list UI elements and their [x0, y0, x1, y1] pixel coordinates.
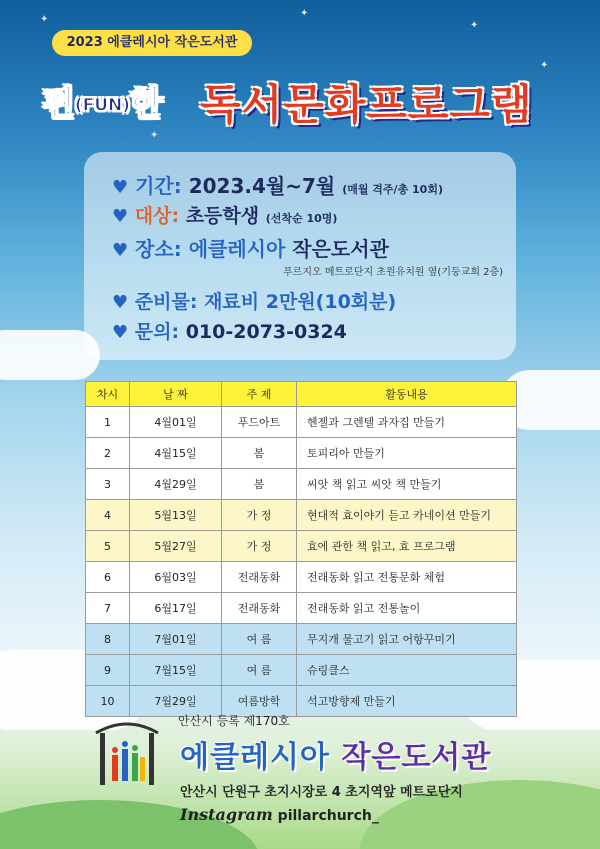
- heart-icon: ♥: [112, 240, 129, 261]
- table-row: [86, 624, 517, 655]
- table-row: [86, 469, 517, 500]
- title-fun: [42, 76, 163, 125]
- cell-activity: 토피리아 만들기: [297, 438, 517, 469]
- cell-theme: 전래동화: [222, 562, 297, 593]
- contact-value: 010-2073-0324: [185, 321, 347, 343]
- target-note: (선착순 10명): [265, 212, 338, 225]
- cell-theme: 전래동화: [222, 593, 297, 624]
- heart-icon: ♥: [112, 206, 129, 227]
- heart-icon: ♥: [112, 322, 129, 343]
- table-row: [86, 686, 517, 717]
- table-row: [86, 593, 517, 624]
- cell-theme: 가 정: [222, 500, 297, 531]
- cell-activity: 무지개 물고기 읽고 어항꾸미기: [297, 624, 517, 655]
- sparkle-icon: ✦: [470, 20, 479, 31]
- cell-session: 7: [86, 593, 130, 624]
- table-row: [86, 531, 517, 562]
- header-date: 날 짜: [130, 382, 222, 407]
- cell-date: 6월03일: [130, 562, 222, 593]
- cell-date: 5월13일: [130, 500, 222, 531]
- supplies-value: 재료비 2만원(10회분): [204, 291, 397, 313]
- target-label: 대상:: [134, 205, 180, 227]
- table-row: [86, 407, 517, 438]
- contact-label: 문의:: [134, 321, 180, 343]
- cell-date: 5월27일: [130, 531, 222, 562]
- library-name: [180, 732, 491, 776]
- title-fun-en: (FUN): [74, 95, 131, 116]
- library-address: 안산시 단원구 초지시장로 4 초지역앞 메트로단지: [180, 785, 463, 800]
- info-contact: [112, 317, 347, 344]
- info-target: [112, 201, 337, 228]
- instagram-label: Instagram: [180, 805, 273, 824]
- sparkle-icon: ✦: [150, 130, 159, 141]
- sparkle-icon: ✦: [300, 8, 309, 19]
- period-label: 기간:: [135, 174, 182, 198]
- cell-date: 4월01일: [130, 407, 222, 438]
- info-supplies: [112, 287, 396, 314]
- library-name-rest: 작은도서관: [341, 740, 492, 775]
- cell-activity: 헨젤과 그렌텔 과자집 만들기: [297, 407, 517, 438]
- info-period: [112, 170, 443, 199]
- cell-date: 7월01일: [130, 624, 222, 655]
- title-main: 독서문화프로그램: [200, 80, 533, 129]
- cell-activity: 석고방향제 만들기: [297, 686, 517, 717]
- header-session: 차시: [86, 382, 130, 407]
- target-value: 초등학생: [185, 205, 260, 227]
- sparkle-icon: ✦: [540, 60, 549, 71]
- instagram-handle: pillarchurch_: [277, 808, 379, 824]
- info-place: [112, 233, 389, 262]
- heart-icon: ♥: [112, 177, 129, 198]
- schedule-table: [85, 381, 517, 717]
- library-badge: 2023 에클레시아 작은도서관: [52, 30, 252, 56]
- cell-theme: 여름방학: [222, 686, 297, 717]
- cell-theme: 여 름: [222, 624, 297, 655]
- place-label: 장소:: [135, 237, 182, 261]
- cell-date: 6월17일: [130, 593, 222, 624]
- cell-session: 1: [86, 407, 130, 438]
- cell-date: 4월29일: [130, 469, 222, 500]
- title-fun-b: 한: [130, 84, 163, 124]
- cell-session: 4: [86, 500, 130, 531]
- period-note: (매월 격주/총 10회): [342, 183, 443, 196]
- cell-date: 7월29일: [130, 686, 222, 717]
- cell-session: 8: [86, 624, 130, 655]
- cell-session: 10: [86, 686, 130, 717]
- table-header-row: [86, 382, 517, 407]
- library-logo: [92, 715, 162, 787]
- cell-session: 3: [86, 469, 130, 500]
- cell-theme: 여 름: [222, 655, 297, 686]
- cell-theme: 푸드아트: [222, 407, 297, 438]
- cell-session: 9: [86, 655, 130, 686]
- cell-activity: 효에 관한 책 읽고, 효 프로그램: [297, 531, 517, 562]
- table-row: [86, 438, 517, 469]
- supplies-label: 준비물:: [134, 291, 198, 313]
- cell-date: 7월15일: [130, 655, 222, 686]
- header-activity: 활동내용: [297, 382, 517, 407]
- cell-activity: 슈링클스: [297, 655, 517, 686]
- header-theme: 주 제: [222, 382, 297, 407]
- sparkle-icon: ✦: [40, 14, 49, 25]
- library-name-brand: 에클레시아: [180, 740, 330, 775]
- instagram-line: [180, 805, 379, 824]
- title-fun-a: 펀: [42, 84, 75, 124]
- table-row: [86, 500, 517, 531]
- table-row: [86, 655, 517, 686]
- cell-theme: 봄: [222, 438, 297, 469]
- place-brand: 에클레시아: [188, 237, 286, 261]
- cell-activity: 전래동화 읽고 전통놀이: [297, 593, 517, 624]
- cell-date: 4월15일: [130, 438, 222, 469]
- cell-theme: 봄: [222, 469, 297, 500]
- cell-theme: 가 정: [222, 531, 297, 562]
- cell-session: 5: [86, 531, 130, 562]
- period-value: 2023.4월~7월: [188, 174, 336, 198]
- heart-icon: ♥: [112, 292, 129, 313]
- place-address: 푸르지오 메트로단지 초원유치원 옆(기둥교회 2층): [283, 267, 504, 278]
- cell-session: 2: [86, 438, 130, 469]
- cell-activity: 전래동화 읽고 전통문화 체험: [297, 562, 517, 593]
- cell-activity: 씨앗 책 읽고 씨앗 책 만들기: [297, 469, 517, 500]
- table-row: [86, 562, 517, 593]
- cell-session: 6: [86, 562, 130, 593]
- place-value: 작은도서관: [292, 237, 389, 261]
- registration-number: 안산시 등록 제170호: [178, 714, 290, 728]
- cell-activity: 현대적 효이야기 듣고 카네이션 만들기: [297, 500, 517, 531]
